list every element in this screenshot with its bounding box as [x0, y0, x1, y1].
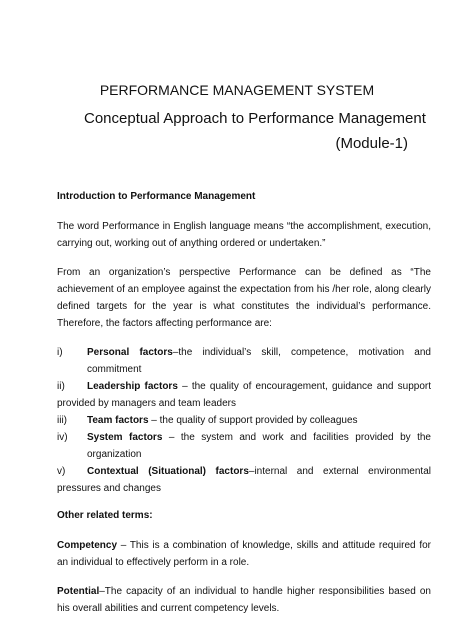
factors-list [57, 344, 431, 497]
list-item-number: iii) [57, 415, 67, 426]
module-label: (Module-1) [335, 135, 408, 152]
list-item-term: Leadership factors [87, 381, 178, 392]
list-item-term: Personal factors [87, 347, 173, 358]
list-item-text: –the individual’s skill, competence, motivation and commitment [87, 347, 431, 375]
list-item-text: – the quality of support provided by colleagues [148, 415, 358, 426]
paragraph-definition: The word Performance in English language means “the accomplishment, execution, carrying out, working out of anything ordered or undertaken.” [57, 221, 431, 249]
section-heading-introduction: Introduction to Performance Management [57, 191, 256, 202]
list-item-number: iv) [57, 432, 68, 443]
paragraph-potential [57, 583, 431, 617]
document-subtitle: Conceptual Approach to Performance Management [84, 110, 426, 127]
paragraph-competency [57, 537, 431, 571]
section-heading-related-terms: Other related terms: [57, 510, 153, 521]
list-item-text: –internal and external environmental pressures and changes [57, 466, 431, 494]
list-item [57, 412, 431, 429]
list-item-number: ii) [57, 381, 65, 392]
list-item-text: – the system and work and facilities provided by the organization [87, 432, 431, 460]
list-item-term: Team factors [87, 415, 149, 426]
list-item [57, 463, 431, 497]
list-item-term: System factors [87, 432, 163, 443]
potential-definition: –The capacity of an individual to handle higher responsibilities based on his overall abilities and current competency levels. [57, 586, 431, 614]
term-competency: Competency [57, 540, 118, 551]
list-item-term: Contextual (Situational) factors [87, 466, 249, 477]
list-item-number: i) [57, 347, 63, 358]
list-item-text: – the quality of encouragement, guidance and support provided by managers and team leaders [57, 381, 431, 409]
document-body [57, 188, 431, 629]
list-item-number: v) [57, 466, 66, 477]
list-item [57, 429, 431, 463]
list-item [57, 378, 431, 412]
competency-definition: – This is a combination of knowledge, skills and attitude required for an individual to effectively perform in a role. [57, 540, 431, 568]
document-title: PERFORMANCE MANAGEMENT SYSTEM [99, 82, 375, 98]
list-item [57, 344, 431, 378]
term-potential: Potential [57, 586, 100, 597]
paragraph-organization-perspective: From an organization’s perspective Performance can be defined as “The achievement of an employee against the expectation from his /her role, along clearly defined targets for the year is what constitutes the individual’s performance. Therefore, the factors affecting performance are: [57, 267, 431, 329]
